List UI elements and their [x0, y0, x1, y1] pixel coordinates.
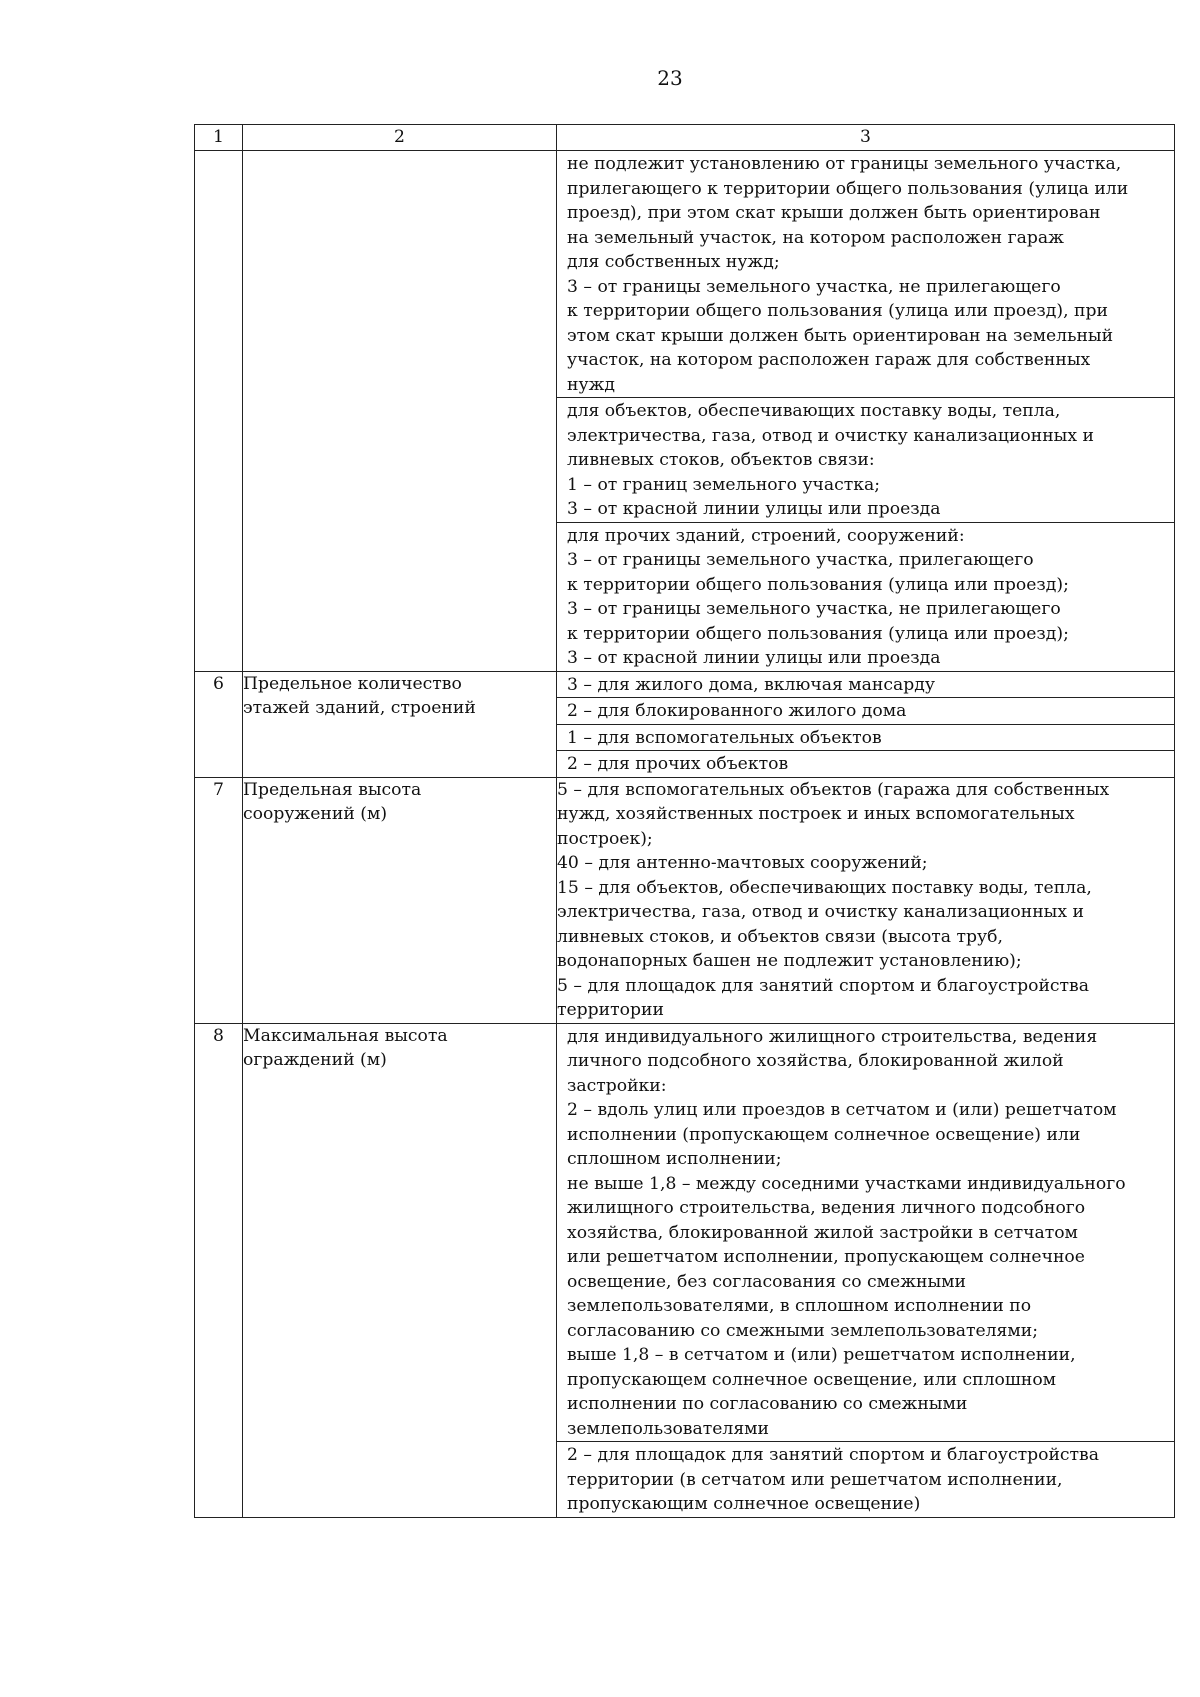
- value-line: 2 – для блокированного жилого дома: [567, 701, 907, 721]
- value-line: ливневых стоков, объектов связи:: [567, 450, 875, 470]
- page-number: 23: [657, 66, 683, 90]
- value-line: на земельный участок, на котором расположен гараж: [567, 227, 1064, 248]
- value-line: 3 – для жилого дома, включая мансарду: [567, 674, 935, 695]
- value-line: электричества, газа, отвод и очистку канализационных и: [567, 425, 1094, 446]
- value-line: 1 – для вспомогательных объектов: [567, 727, 882, 748]
- table-row: [195, 777, 1175, 1023]
- value-line: сплошном исполнении;: [567, 1149, 782, 1169]
- value-block: [557, 397, 1174, 522]
- value-line: не выше 1,8 – между соседними участками индивидуального: [567, 1173, 1126, 1194]
- parameter-name-line: сооружений (м): [243, 804, 388, 824]
- value-line: территории (в сетчатом или решетчатом исполнении,: [567, 1469, 1063, 1490]
- parameter-name-line: Предельное количество: [243, 673, 462, 694]
- parameter-values: [557, 1023, 1175, 1517]
- value-line: 5 – для площадок для занятий спортом и благоустройства: [557, 975, 1089, 996]
- value-line: землепользователями, в сплошном исполнении по: [567, 1296, 1032, 1316]
- value-line: для прочих зданий, строений, сооружений:: [567, 525, 965, 546]
- value-line: к территории общего пользования (улица или проезд);: [567, 623, 1069, 644]
- value-line: исполнении (пропускающем солнечное освещение) или: [567, 1124, 1081, 1145]
- parameter-values: [557, 671, 1175, 777]
- value-line: 5 – для вспомогательных объектов (гаража для собственных: [557, 779, 1110, 800]
- value-block: [557, 672, 1174, 698]
- value-block: [557, 1024, 1174, 1442]
- header-col-3: 3: [557, 125, 1175, 151]
- parameter-name-line: Предельная высота: [243, 779, 422, 800]
- value-line: исполнении по согласованию со смежными: [567, 1394, 968, 1414]
- parameter-name-line: Максимальная высота: [243, 1025, 448, 1046]
- value-block: [557, 522, 1174, 671]
- value-line: нужд: [567, 374, 615, 395]
- value-line: для объектов, обеспечивающих поставку воды, тепла,: [567, 401, 1061, 421]
- parameter-name-line: этажей зданий, строений: [243, 698, 476, 718]
- row-number: 7: [195, 777, 243, 1023]
- value-line: пропускающим солнечное освещение): [567, 1494, 921, 1514]
- value-line: ливневых стоков, и объектов связи (высота труб,: [557, 926, 1003, 947]
- header-col-1: 1: [195, 125, 243, 151]
- table-row: [195, 151, 1175, 672]
- value-line: выше 1,8 – в сетчатом и (или) решетчатом исполнении,: [567, 1345, 1076, 1365]
- parameter-name: [243, 671, 557, 777]
- value-line: построек);: [557, 828, 653, 849]
- value-line: электричества, газа, отвод и очистку канализационных и: [557, 902, 1084, 922]
- value-block: [557, 750, 1174, 777]
- value-line: водонапорных башен не подлежит установлению);: [557, 951, 1022, 971]
- value-line: 2 – для прочих объектов: [567, 754, 789, 774]
- row-number: 8: [195, 1023, 243, 1517]
- table-row: [195, 671, 1175, 777]
- parameter-name: [243, 1023, 557, 1517]
- row-number: 6: [195, 671, 243, 777]
- value-line: 3 – от красной линии улицы или проезда: [567, 648, 941, 668]
- value-line: территории: [557, 1000, 664, 1020]
- header-col-2: 2: [243, 125, 557, 151]
- parameter-value: [557, 777, 1175, 1023]
- value-line: жилищного строительства, ведения личного подсобного: [567, 1198, 1086, 1218]
- value-line: к территории общего пользования (улица или проезд);: [567, 574, 1069, 595]
- value-line: проезд), при этом скат крыши должен быть ориентирован: [567, 203, 1101, 223]
- table-header-row: [195, 125, 1175, 151]
- value-line: согласованию со смежными землепользователями;: [567, 1320, 1039, 1341]
- regulations-table: [194, 124, 1175, 1518]
- parameter-values: [557, 151, 1175, 672]
- row-number: [195, 151, 243, 672]
- value-block: [557, 724, 1174, 751]
- value-line: для собственных нужд;: [567, 252, 780, 272]
- parameter-name: [243, 151, 557, 672]
- value-line: хозяйства, блокированной жилой застройки в сетчатом: [567, 1222, 1078, 1243]
- value-line: 2 – вдоль улиц или проездов в сетчатом и (или) решетчатом: [567, 1100, 1117, 1120]
- value-line: 15 – для объектов, обеспечивающих поставку воды, тепла,: [557, 877, 1092, 898]
- value-line: застройки:: [567, 1075, 667, 1096]
- value-block: [557, 1441, 1174, 1517]
- value-line: 3 – от границы земельного участка, прилегающего: [567, 550, 1034, 570]
- value-line: к территории общего пользования (улица или проезд), при: [567, 301, 1108, 321]
- value-line: нужд, хозяйственных построек и иных вспомогательных: [557, 804, 1075, 824]
- value-line: не подлежит установлению от границы земельного участка,: [567, 154, 1122, 174]
- value-line: или решетчатом исполнении, пропускающем солнечное: [567, 1247, 1085, 1267]
- value-block: [557, 697, 1174, 724]
- value-line: пропускающем солнечное освещение, или сплошном: [567, 1369, 1057, 1390]
- value-line: прилегающего к территории общего пользования (улица или: [567, 178, 1129, 199]
- value-line: землепользователями: [567, 1418, 769, 1439]
- value-line: личного подсобного хозяйства, блокированной жилой: [567, 1051, 1064, 1071]
- parameter-name-line: ограждений (м): [243, 1050, 387, 1070]
- parameter-name: [243, 777, 557, 1023]
- value-line: участок, на котором расположен гараж для собственных: [567, 350, 1091, 370]
- value-line: 40 – для антенно-мачтовых сооружений;: [557, 853, 928, 873]
- table-row: [195, 1023, 1175, 1517]
- value-line: 3 – от красной линии улицы или проезда: [567, 499, 941, 519]
- value-line: 3 – от границы земельного участка, не прилегающего: [567, 276, 1061, 297]
- value-line: для индивидуального жилищного строительства, ведения: [567, 1026, 1098, 1047]
- value-line: 1 – от границ земельного участка;: [567, 474, 881, 495]
- value-line: освещение, без согласования со смежными: [567, 1271, 966, 1292]
- value-line: 3 – от границы земельного участка, не прилегающего: [567, 599, 1061, 619]
- value-block: [557, 151, 1174, 397]
- value-line: 2 – для площадок для занятий спортом и благоустройства: [567, 1445, 1099, 1465]
- value-line: этом скат крыши должен быть ориентирован на земельный: [567, 325, 1114, 346]
